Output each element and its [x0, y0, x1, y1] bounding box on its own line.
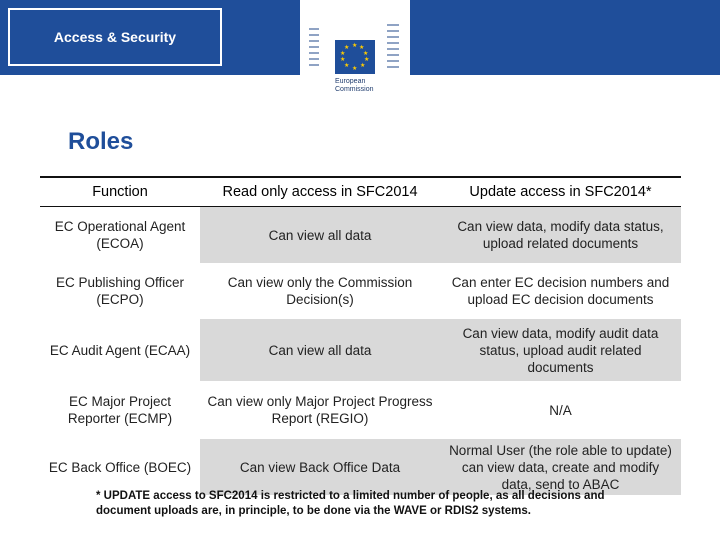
- svg-text:★: ★: [340, 56, 346, 63]
- table-row: [40, 381, 681, 439]
- svg-text:★: ★: [363, 50, 369, 57]
- cell-read-only: Can view Back Office Data: [200, 439, 440, 495]
- column-header-read-only: Read only access in SFC2014: [200, 177, 440, 207]
- cell-read-only: Can view all data: [200, 207, 440, 264]
- cell-update: Can view data, modify data status, upload related documents: [440, 207, 681, 264]
- svg-text:★: ★: [344, 62, 350, 69]
- table-header-row: [40, 177, 681, 207]
- header-right-band: [410, 0, 720, 75]
- svg-text:★: ★: [364, 56, 370, 63]
- cell-function: EC Major Project Reporter (ECMP): [67, 394, 173, 426]
- logo-caption: European Commission: [335, 78, 374, 93]
- cell-function: EC Operational Agent (ECOA): [54, 219, 186, 251]
- table-row: [40, 263, 681, 319]
- roles-table: [40, 176, 681, 495]
- cell-read-only: Can view all data: [200, 319, 440, 381]
- table-row: [40, 207, 681, 264]
- page-title: Roles: [68, 128, 134, 155]
- column-header-function: Function: [40, 177, 200, 207]
- cell-update: Normal User (the role able to update) can view data, create and modify data, send to ABAC: [440, 439, 681, 495]
- cell-read-only: Can view only the Commission Decision(s): [227, 275, 413, 307]
- svg-text:★: ★: [344, 44, 350, 51]
- svg-text:★: ★: [352, 65, 358, 72]
- cell-read-only: Can view only Major Project Progress Report (REGIO): [207, 394, 433, 426]
- cell-function: EC Publishing Officer (ECPO): [55, 275, 185, 307]
- table-row: [40, 319, 681, 381]
- cell-update: Can enter EC decision numbers and upload EC decision documents: [451, 275, 670, 307]
- header-title: Access & Security: [8, 8, 222, 66]
- svg-text:★: ★: [340, 50, 346, 57]
- cell-update: Can view data, modify audit data status, upload audit related documents: [440, 319, 681, 381]
- svg-text:★: ★: [360, 62, 366, 69]
- cell-function: EC Audit Agent (ECAA): [49, 342, 191, 358]
- svg-text:★: ★: [359, 44, 365, 51]
- cell-update: N/A: [549, 402, 572, 418]
- cell-function: EC Back Office (BOEC): [48, 459, 192, 475]
- svg-text:★: ★: [352, 42, 358, 49]
- column-header-update: Update access in SFC2014*: [440, 177, 681, 207]
- table-row: [40, 439, 681, 495]
- footnote: * UPDATE access to SFC2014 is restricted to a limited number of people, as all decisions and document uploads are, in principle, to be done via the WAVE or RDIS2 systems.: [96, 490, 605, 517]
